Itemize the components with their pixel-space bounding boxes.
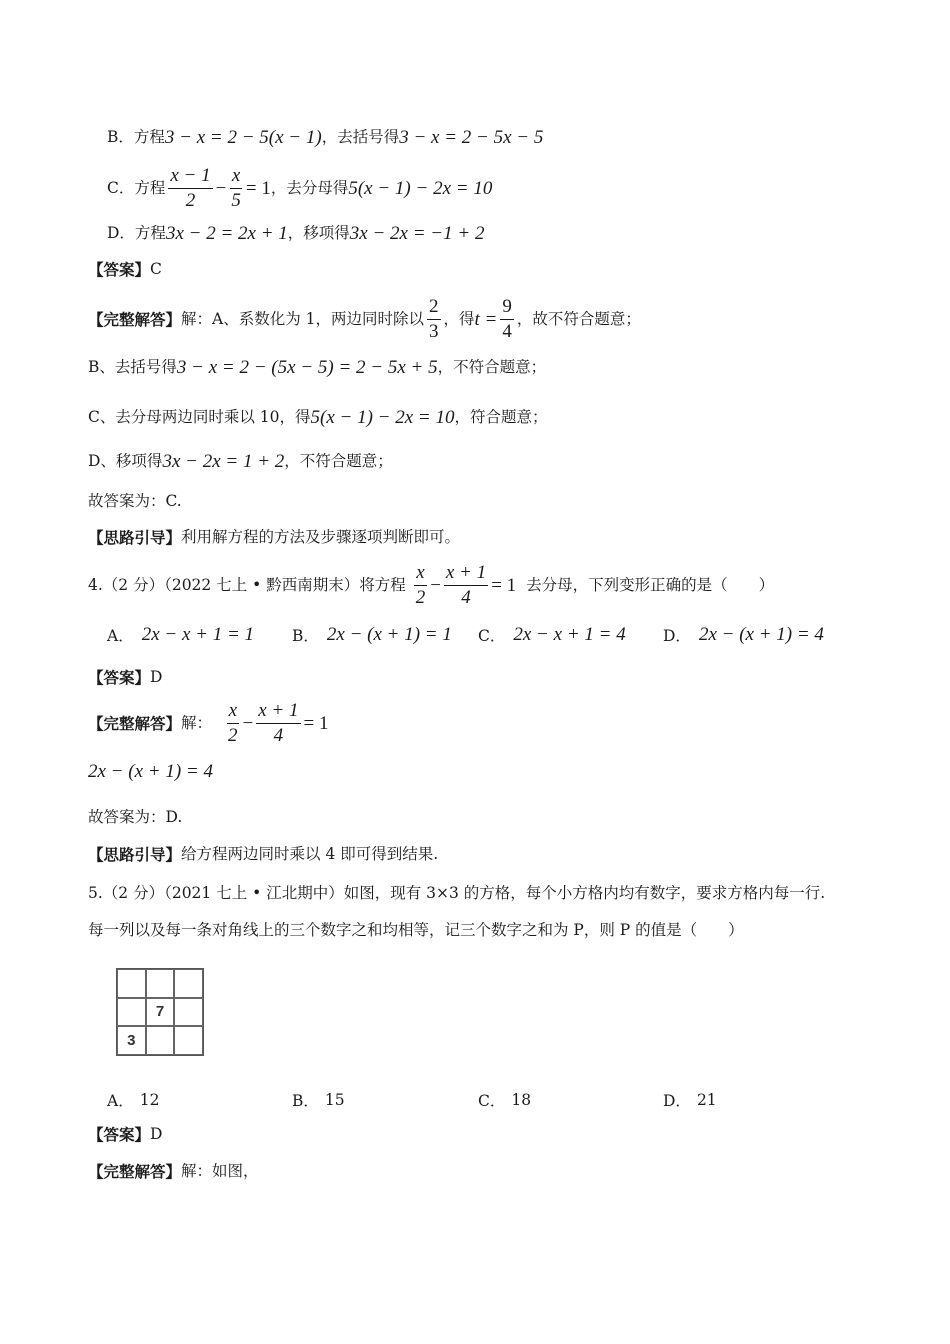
q4-stem-text: 4.（2 分）（2022 七上 • 黔西南期末）将方程 (88, 575, 406, 594)
q4-fraction-1 (414, 563, 428, 608)
q5-option-c (478, 1089, 531, 1111)
hint-text: 给方程两边同时乘以 4 即可得到结果. (181, 845, 439, 863)
q4-stem-text-2: 去分母，下列变形正确的是（ ） (526, 575, 775, 594)
q4-solution (88, 701, 328, 746)
q3-option-b-mid: ，去括号得 (321, 127, 400, 146)
q3-option-c-mid: ，去分母得 (270, 178, 349, 197)
q5-option-a (107, 1089, 159, 1111)
fraction-denominator: 4 (502, 320, 512, 342)
minus-sign: − (242, 712, 254, 734)
q3-option-b-prefix: B．方程 (107, 127, 165, 146)
option-label: A． (107, 1092, 134, 1110)
grid-cell (117, 998, 146, 1027)
fraction-numerator: 9 (500, 297, 514, 320)
answer-label: 【答案】 (88, 1125, 151, 1144)
q3-option-b (107, 128, 543, 147)
minus-sign: − (430, 574, 441, 596)
q5-stem-line-2: 每一列以及每一条对角线上的三个数字之和均相等，记三个数字之和为 P，则 P 的值是（ ） (88, 921, 744, 939)
q3-option-b-result: 3 − x = 2 − 5x − 5 (399, 127, 544, 148)
fraction-numerator: x + 1 (444, 563, 488, 586)
q4-hint (88, 847, 438, 863)
fraction-denominator: 2 (185, 189, 196, 211)
q4-answer (88, 670, 162, 686)
q5-answer (88, 1127, 162, 1143)
solution-c-text: C、去分母两边同时乘以 10，得 (88, 407, 311, 426)
q4-solution-fraction-2 (256, 701, 300, 746)
solution-label: 【完整解答】 (88, 713, 182, 733)
q5-solution (88, 1164, 259, 1180)
hint-text: 利用解方程的方法及步骤逐项判断即可。 (181, 528, 461, 546)
grid-cell (146, 969, 175, 998)
option-equation: 2x − x + 1 = 4 (513, 624, 626, 645)
grid-cell (174, 1026, 203, 1055)
solution-label: 【完整解答】 (88, 309, 182, 329)
q3-hint (88, 530, 460, 546)
q5-option-d (663, 1089, 717, 1111)
grid-cell-bottom-left: 3 (117, 1026, 146, 1055)
option-label: B． (292, 1092, 319, 1110)
answer-label: 【答案】 (88, 260, 151, 279)
solution-label: 【完整解答】 (88, 1162, 182, 1181)
minus-sign: − (215, 177, 227, 199)
fraction-nine-fourths (500, 297, 514, 342)
fraction-numerator: x + 1 (256, 701, 300, 724)
solution-c-text-2: ，符合题意； (454, 407, 548, 426)
option-label: D． (663, 1092, 691, 1110)
q5-option-b (292, 1089, 345, 1111)
q3-option-b-equation: 3 − x = 2 − 5(x − 1) (164, 127, 322, 148)
q3-option-d (107, 224, 484, 243)
option-label: A． (107, 627, 134, 645)
grid-cell (174, 969, 203, 998)
fraction-numerator: x (227, 701, 239, 724)
fraction-denominator: 2 (228, 724, 238, 746)
q3-conclusion: 故答案为：C. (88, 492, 182, 510)
q3-option-c-result: 5(x − 1) − 2x = 10 (348, 177, 493, 199)
fraction-denominator: 3 (429, 320, 439, 342)
option-label: D． (663, 627, 691, 645)
q3-option-d-mid: ，移项得 (287, 223, 350, 242)
q4-solution-step: 2x − (x + 1) = 4 (88, 761, 213, 782)
option-label: B． (292, 627, 319, 645)
fraction-denominator: 5 (231, 189, 241, 211)
option-equation: 2x − x + 1 = 1 (141, 624, 255, 645)
fraction-numerator: x (230, 166, 242, 189)
q3-option-c-prefix: C．方程 (107, 178, 166, 197)
q3-solution-a (88, 297, 641, 342)
q4-stem (88, 563, 774, 608)
q4-solution-fraction-1 (226, 701, 240, 746)
q4-conclusion: 故答案为：D. (88, 808, 183, 826)
q3-option-c-fraction-2 (229, 166, 243, 211)
answer-value: C (150, 260, 162, 278)
q4-option-a (107, 624, 254, 646)
equals-one: = 1 (245, 177, 271, 199)
q3-solution-d (88, 452, 393, 471)
solution-a-text-2: ，得 (443, 309, 475, 328)
option-value: 18 (511, 1091, 532, 1109)
answer-value: D (150, 668, 163, 686)
t-equals: t = (474, 308, 498, 330)
option-value: 21 (696, 1091, 717, 1109)
q4-option-d (663, 624, 824, 646)
q3-answer (88, 262, 162, 278)
solution-b-text-2: ，不符合题意； (437, 357, 547, 376)
solution-b-text: B、去括号得 (88, 357, 177, 376)
hint-label: 【思路引导】 (88, 845, 182, 864)
equals-one: = 1 (491, 574, 517, 596)
grid-cell (174, 998, 203, 1027)
q4-option-b (292, 624, 452, 646)
fraction-denominator: 4 (461, 586, 471, 608)
grid-cell (146, 1026, 175, 1055)
q5-stem-line-1: 5.（2 分）（2021 七上 • 江北期中）如图，现有 3×3 的方格，每个小方格内均有数字，要求方格内每一行. (88, 884, 826, 902)
solution-prefix: 解： (181, 713, 213, 732)
fraction-numerator: x − 1 (168, 166, 212, 189)
option-label: C． (478, 627, 506, 645)
solution-b-equation: 3 − x = 2 − (5x − 5) = 2 − 5x + 5 (176, 357, 438, 378)
grid-cell-center: 7 (146, 998, 175, 1027)
q3-solution-b (88, 358, 546, 377)
q4-option-c (478, 624, 626, 646)
solution-d-text: D、移项得 (88, 451, 163, 470)
equals-one: = 1 (303, 712, 329, 734)
q3-option-c (107, 166, 492, 211)
solution-a-text-3: ，故不符合题意； (516, 309, 641, 328)
q4-fraction-2 (444, 563, 488, 608)
fraction-numerator: x (414, 563, 426, 586)
hint-label: 【思路引导】 (88, 528, 182, 547)
option-equation: 2x − (x + 1) = 4 (698, 624, 824, 645)
option-label: C． (478, 1092, 506, 1110)
option-equation: 2x − (x + 1) = 1 (326, 624, 452, 645)
fraction-numerator: 2 (427, 297, 441, 320)
q3-option-d-equation: 3x − 2 = 2x + 1 (165, 223, 288, 244)
fraction-denominator: 4 (273, 724, 284, 746)
solution-d-equation: 3x − 2x = 1 + 2 (162, 451, 285, 472)
solution-d-text-2: ，不符合题意； (284, 451, 393, 470)
solution-a-text: 解：A、系数化为 1，两边同时除以 (181, 309, 424, 328)
q3-solution-c (88, 408, 548, 427)
option-value: 12 (139, 1091, 160, 1109)
option-value: 15 (324, 1091, 345, 1109)
solution-text: 解：如图， (181, 1162, 259, 1180)
q3-option-c-fraction-1 (168, 166, 212, 211)
magic-square-grid (116, 968, 204, 1056)
answer-label: 【答案】 (88, 668, 151, 687)
q3-option-d-result: 3x − 2x = −1 + 2 (349, 223, 485, 244)
solution-c-equation: 5(x − 1) − 2x = 10 (310, 407, 455, 428)
fraction-two-thirds (427, 297, 441, 342)
grid-cell (117, 969, 146, 998)
q3-option-d-prefix: D．方程 (107, 223, 166, 242)
answer-value: D (150, 1125, 163, 1143)
fraction-denominator: 2 (415, 586, 426, 608)
